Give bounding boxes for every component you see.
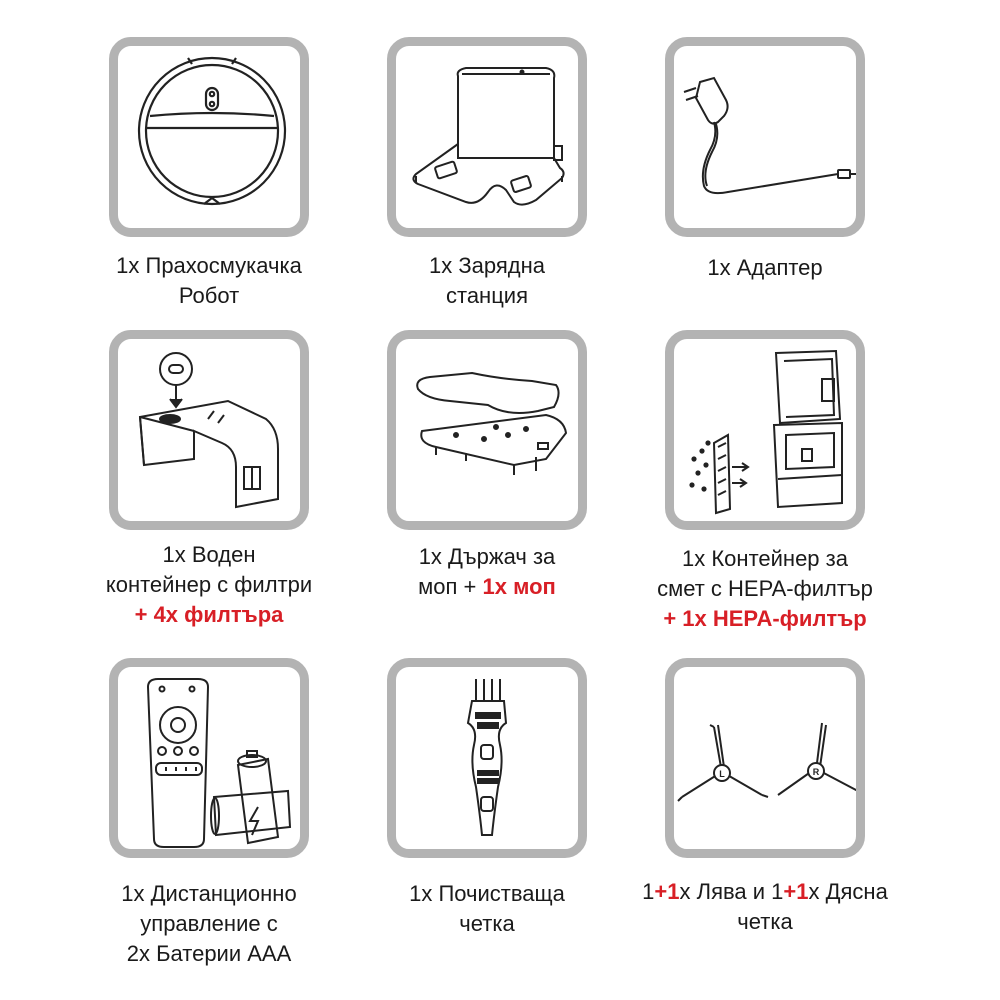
caption-text: контейнер с филтри: [105, 572, 313, 597]
caption-remote: [59, 879, 359, 969]
caption-text: 1x Зарядна: [429, 253, 545, 278]
caption-text: четка: [459, 911, 515, 936]
charging-station-icon: [396, 46, 578, 228]
caption-text: 1x Контейнер за: [682, 546, 848, 571]
cleaning-brush-icon: [396, 667, 578, 849]
caption-text: 2x Батерии AAA: [126, 941, 292, 966]
caption-text: 1: [642, 879, 655, 904]
mop-holder-icon: [396, 339, 578, 521]
caption-highlight: 1x моп: [482, 574, 556, 599]
caption-text: 1x Воден: [162, 542, 256, 567]
caption-text: 1x Адаптер: [707, 255, 823, 280]
caption-line: [337, 572, 637, 602]
card-station: [387, 37, 587, 237]
dustbin-hepa-icon: [674, 339, 856, 521]
caption-line: [615, 253, 915, 283]
card-dustbin: [665, 330, 865, 530]
caption-line: [615, 907, 915, 937]
caption-side-brushes: [615, 877, 915, 937]
water-tank-icon: [118, 339, 300, 521]
caption-line: [615, 574, 915, 604]
robot-vacuum-icon: [118, 46, 300, 228]
caption-dustbin: [615, 544, 915, 634]
caption-highlight: + 4x филтъра: [134, 602, 284, 627]
card-mop-holder: [387, 330, 587, 530]
caption-text: управление с: [140, 911, 278, 936]
caption-line: [337, 909, 637, 939]
caption-line: [337, 879, 637, 909]
caption-line: [337, 251, 637, 281]
caption-line: [59, 281, 359, 311]
caption-text: смет с HEPA-филтър: [657, 576, 873, 601]
caption-line: [615, 877, 915, 907]
card-robot: [109, 37, 309, 237]
caption-text: моп +: [418, 574, 483, 599]
caption-line: [59, 909, 359, 939]
caption-text: 1x Държач за: [418, 544, 556, 569]
caption-line: [59, 879, 359, 909]
caption-robot: [59, 251, 359, 311]
caption-text: 1x Почистваща: [409, 881, 565, 906]
caption-text: Робот: [178, 283, 240, 308]
caption-text: 1x Прахосмукачка: [116, 253, 302, 278]
caption-adapter: [615, 253, 915, 283]
caption-text: x Дясна: [808, 879, 888, 904]
card-water-tank: [109, 330, 309, 530]
caption-mop-holder: [337, 542, 637, 602]
caption-highlight: +1: [654, 879, 680, 904]
card-adapter: [665, 37, 865, 237]
caption-line: [59, 570, 359, 600]
caption-line: [615, 604, 915, 634]
caption-text: станция: [445, 283, 529, 308]
caption-line: [337, 542, 637, 572]
caption-line: [59, 600, 359, 630]
caption-cleaning-brush: [337, 879, 637, 939]
power-adapter-icon: [674, 46, 856, 228]
caption-highlight: +1: [783, 879, 809, 904]
caption-line: [337, 281, 637, 311]
caption-text: x Лява и 1: [679, 879, 784, 904]
caption-line: [59, 540, 359, 570]
svg-text:R: R: [812, 767, 820, 777]
card-cleaning-brush: [387, 658, 587, 858]
caption-text: 1x Дистанционно: [121, 881, 297, 906]
side-brushes-icon: [674, 667, 856, 849]
caption-line: [59, 251, 359, 281]
svg-text:L: L: [719, 769, 725, 779]
caption-line: [615, 544, 915, 574]
card-side-brushes: [665, 658, 865, 858]
caption-text: четка: [737, 909, 793, 934]
remote-control-batteries-icon: [118, 667, 300, 849]
caption-highlight: + 1x HEPA-филтър: [663, 606, 867, 631]
caption-water-tank: [59, 540, 359, 630]
caption-station: [337, 251, 637, 311]
card-remote: [109, 658, 309, 858]
caption-line: [59, 939, 359, 969]
